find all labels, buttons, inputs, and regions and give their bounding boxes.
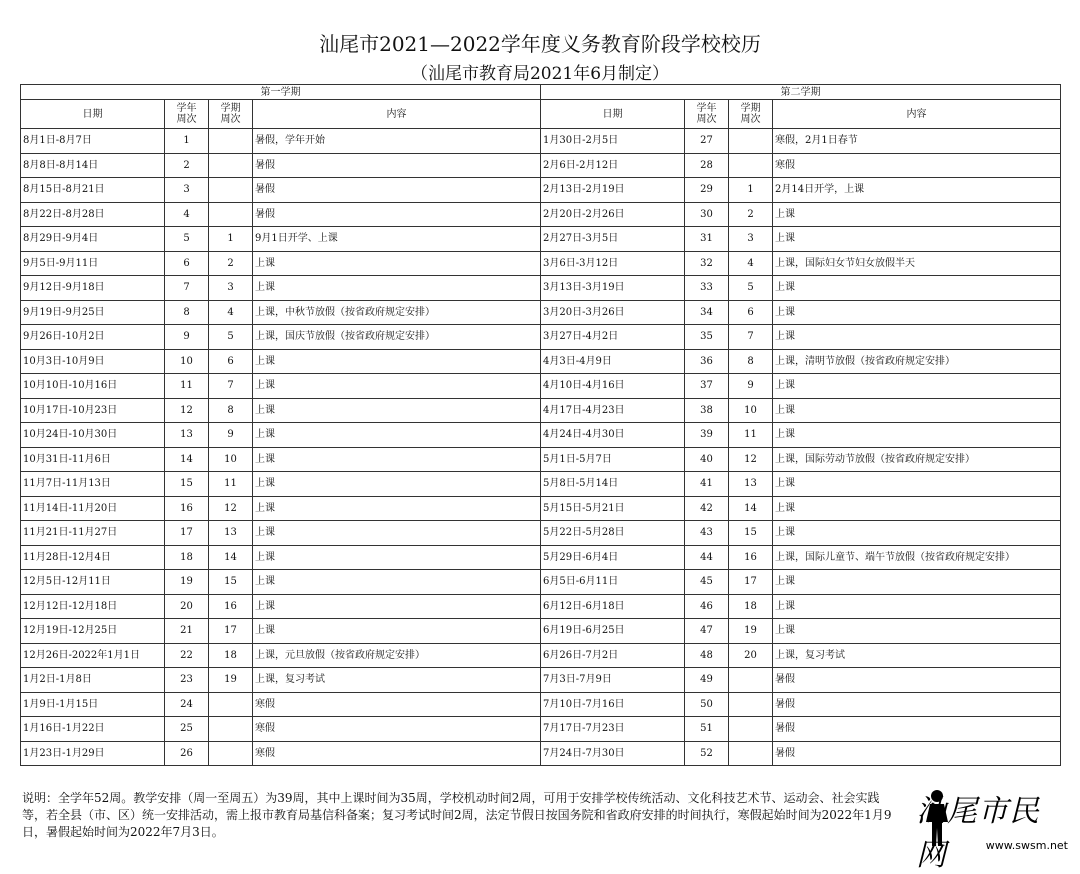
term-week-cell: 19 xyxy=(209,668,253,693)
year-week-cell: 31 xyxy=(685,227,729,252)
date-cell: 1月9日-1月15日 xyxy=(21,692,165,717)
term-week-cell: 6 xyxy=(729,300,773,325)
term-week-cell xyxy=(209,717,253,742)
content-cell: 上课，国际儿童节、端午节放假（按省政府规定安排） xyxy=(773,545,1061,570)
content-cell: 上课 xyxy=(253,423,541,448)
content-cell: 上课，清明节放假（按省政府规定安排） xyxy=(773,349,1061,374)
content-cell: 上课，中秋节放假（按省政府规定安排） xyxy=(253,300,541,325)
term-week-cell: 3 xyxy=(209,276,253,301)
year-week-cell: 25 xyxy=(165,717,209,742)
year-week-cell: 26 xyxy=(165,741,209,766)
year-week-cell: 16 xyxy=(165,496,209,521)
term-week-cell xyxy=(729,692,773,717)
content-cell: 上课，复习考试 xyxy=(773,643,1061,668)
content-cell: 上课，复习考试 xyxy=(253,668,541,693)
content-cell: 上课 xyxy=(253,472,541,497)
term-week-cell: 11 xyxy=(729,423,773,448)
year-week-cell: 9 xyxy=(165,325,209,350)
date-cell: 2月20日-2月26日 xyxy=(541,202,685,227)
content-cell: 上课 xyxy=(773,619,1061,644)
col-date-2: 日期 xyxy=(541,100,685,129)
year-week-cell: 17 xyxy=(165,521,209,546)
date-cell: 9月12日-9月18日 xyxy=(21,276,165,301)
col-term-week-2: 学期 周次 xyxy=(729,100,773,129)
year-week-cell: 27 xyxy=(685,129,729,154)
content-cell: 上课 xyxy=(253,251,541,276)
watermark-logo: 汕尾市民网 xyxy=(916,794,1040,873)
year-week-cell: 29 xyxy=(685,178,729,203)
date-cell: 9月26日-10月2日 xyxy=(21,325,165,350)
table-row xyxy=(21,447,1061,472)
content-cell: 上课 xyxy=(773,398,1061,423)
term-week-cell: 12 xyxy=(729,447,773,472)
content-cell: 上课 xyxy=(253,447,541,472)
date-cell: 2月13日-2月19日 xyxy=(541,178,685,203)
date-cell: 11月28日-12月4日 xyxy=(21,545,165,570)
term-week-cell: 14 xyxy=(209,545,253,570)
col-content-2: 内容 xyxy=(773,100,1061,129)
term-week-cell: 10 xyxy=(729,398,773,423)
date-cell: 11月7日-11月13日 xyxy=(21,472,165,497)
content-cell: 寒假 xyxy=(253,741,541,766)
date-cell: 12月12日-12月18日 xyxy=(21,594,165,619)
term-week-cell: 1 xyxy=(729,178,773,203)
term-week-cell xyxy=(209,741,253,766)
term-week-cell: 19 xyxy=(729,619,773,644)
note-line: 说明：全学年52周。教学安排（周一至周五）为39周，其中上课时间为35周，学校机动时间2周，可用于安排学校传统活动、文化科技艺术节、运动会、社会实践 xyxy=(22,791,880,805)
table-row xyxy=(21,276,1061,301)
content-cell: 上课 xyxy=(773,423,1061,448)
term-week-cell xyxy=(729,129,773,154)
content-cell: 上课，国际劳动节放假（按省政府规定安排） xyxy=(773,447,1061,472)
year-week-cell: 38 xyxy=(685,398,729,423)
year-week-cell: 19 xyxy=(165,570,209,595)
table-row xyxy=(21,594,1061,619)
content-cell: 上课 xyxy=(773,521,1061,546)
date-cell: 7月3日-7月9日 xyxy=(541,668,685,693)
page-title: 汕尾市2021—2022学年度义务教育阶段学校校历 xyxy=(319,32,761,56)
table-row xyxy=(21,619,1061,644)
content-cell: 寒假 xyxy=(253,717,541,742)
term-week-cell: 18 xyxy=(209,643,253,668)
page-subtitle: （汕尾市教育局2021年6月制定） xyxy=(410,64,670,84)
term-week-cell xyxy=(209,153,253,178)
semester-1-header: 第一学期 xyxy=(21,85,541,100)
date-cell: 6月5日-6月11日 xyxy=(541,570,685,595)
date-cell: 7月24日-7月30日 xyxy=(541,741,685,766)
content-cell: 暑假 xyxy=(773,717,1061,742)
semester-2-header: 第二学期 xyxy=(541,85,1061,100)
content-cell: 上课 xyxy=(773,202,1061,227)
date-cell: 12月19日-12月25日 xyxy=(21,619,165,644)
content-cell: 上课 xyxy=(773,227,1061,252)
watermark xyxy=(916,786,1076,873)
year-week-cell: 14 xyxy=(165,447,209,472)
content-cell: 上课 xyxy=(253,594,541,619)
date-cell: 6月12日-6月18日 xyxy=(541,594,685,619)
term-week-cell: 18 xyxy=(729,594,773,619)
year-week-cell: 49 xyxy=(685,668,729,693)
term-week-cell xyxy=(729,668,773,693)
content-cell: 上课 xyxy=(773,276,1061,301)
year-week-cell: 39 xyxy=(685,423,729,448)
year-week-cell: 30 xyxy=(685,202,729,227)
content-cell: 上课 xyxy=(253,496,541,521)
table-row xyxy=(21,153,1061,178)
term-week-cell: 10 xyxy=(209,447,253,472)
date-cell: 10月17日-10月23日 xyxy=(21,398,165,423)
year-week-cell: 22 xyxy=(165,643,209,668)
content-cell: 上课 xyxy=(773,472,1061,497)
year-week-cell: 12 xyxy=(165,398,209,423)
term-week-cell: 3 xyxy=(729,227,773,252)
date-cell: 3月20日-3月26日 xyxy=(541,300,685,325)
year-week-cell: 35 xyxy=(685,325,729,350)
calendar-body xyxy=(21,129,1061,766)
date-cell: 4月17日-4月23日 xyxy=(541,398,685,423)
year-week-cell: 46 xyxy=(685,594,729,619)
date-cell: 1月2日-1月8日 xyxy=(21,668,165,693)
content-cell: 上课 xyxy=(253,374,541,399)
term-week-cell: 4 xyxy=(209,300,253,325)
date-cell: 8月8日-8月14日 xyxy=(21,153,165,178)
year-week-cell: 6 xyxy=(165,251,209,276)
year-week-cell: 11 xyxy=(165,374,209,399)
year-week-cell: 32 xyxy=(685,251,729,276)
term-week-cell: 1 xyxy=(209,227,253,252)
date-cell: 12月26日-2022年1月1日 xyxy=(21,643,165,668)
content-cell: 上课 xyxy=(773,594,1061,619)
date-cell: 4月10日-4月16日 xyxy=(541,374,685,399)
year-week-cell: 20 xyxy=(165,594,209,619)
year-week-cell: 47 xyxy=(685,619,729,644)
content-cell: 上课 xyxy=(253,276,541,301)
year-week-cell: 33 xyxy=(685,276,729,301)
content-cell: 9月1日开学、上课 xyxy=(253,227,541,252)
date-cell: 8月22日-8月28日 xyxy=(21,202,165,227)
date-cell: 3月13日-3月19日 xyxy=(541,276,685,301)
term-week-cell: 8 xyxy=(209,398,253,423)
term-week-cell: 11 xyxy=(209,472,253,497)
table-row xyxy=(21,545,1061,570)
table-row xyxy=(21,251,1061,276)
note-line: 日，暑假起始时间为2022年7月3日。 xyxy=(22,825,224,839)
year-week-cell: 41 xyxy=(685,472,729,497)
table-row xyxy=(21,374,1061,399)
table-row xyxy=(21,325,1061,350)
date-cell: 10月10日-10月16日 xyxy=(21,374,165,399)
year-week-cell: 10 xyxy=(165,349,209,374)
table-row xyxy=(21,521,1061,546)
date-cell: 12月5日-12月11日 xyxy=(21,570,165,595)
year-week-cell: 4 xyxy=(165,202,209,227)
table-row xyxy=(21,668,1061,693)
year-week-cell: 37 xyxy=(685,374,729,399)
content-cell: 上课 xyxy=(773,325,1061,350)
col-year-week-2: 学年 周次 xyxy=(685,100,729,129)
term-week-cell xyxy=(209,178,253,203)
col-term-week-1: 学期 周次 xyxy=(209,100,253,129)
content-cell: 上课 xyxy=(253,398,541,423)
year-week-cell: 28 xyxy=(685,153,729,178)
date-cell: 5月22日-5月28日 xyxy=(541,521,685,546)
year-week-cell: 15 xyxy=(165,472,209,497)
year-week-cell: 50 xyxy=(685,692,729,717)
content-cell: 上课 xyxy=(253,570,541,595)
term-week-cell: 20 xyxy=(729,643,773,668)
content-cell: 暑假 xyxy=(253,153,541,178)
year-week-cell: 23 xyxy=(165,668,209,693)
term-week-cell: 14 xyxy=(729,496,773,521)
content-cell: 上课 xyxy=(773,496,1061,521)
content-cell: 暑假 xyxy=(773,692,1061,717)
date-cell: 2月6日-2月12日 xyxy=(541,153,685,178)
year-week-cell: 7 xyxy=(165,276,209,301)
note xyxy=(22,790,1062,841)
date-cell: 7月10日-7月16日 xyxy=(541,692,685,717)
content-cell: 寒假 xyxy=(253,692,541,717)
date-cell: 1月30日-2月5日 xyxy=(541,129,685,154)
content-cell: 暑假 xyxy=(773,741,1061,766)
table-row xyxy=(21,717,1061,742)
year-week-cell: 51 xyxy=(685,717,729,742)
date-cell: 4月3日-4月9日 xyxy=(541,349,685,374)
term-week-cell: 15 xyxy=(729,521,773,546)
date-cell: 1月23日-1月29日 xyxy=(21,741,165,766)
school-calendar-table xyxy=(20,84,1061,766)
year-week-cell: 5 xyxy=(165,227,209,252)
year-week-cell: 40 xyxy=(685,447,729,472)
term-week-cell: 8 xyxy=(729,349,773,374)
content-cell: 暑假 xyxy=(253,178,541,203)
date-cell: 11月14日-11月20日 xyxy=(21,496,165,521)
date-cell: 8月15日-8月21日 xyxy=(21,178,165,203)
date-cell: 5月1日-5月7日 xyxy=(541,447,685,472)
year-week-cell: 24 xyxy=(165,692,209,717)
term-week-cell: 9 xyxy=(209,423,253,448)
date-cell: 5月8日-5月14日 xyxy=(541,472,685,497)
term-week-cell: 7 xyxy=(209,374,253,399)
date-cell: 5月29日-6月4日 xyxy=(541,545,685,570)
content-cell: 上课 xyxy=(253,349,541,374)
table-row xyxy=(21,423,1061,448)
table-row xyxy=(21,570,1061,595)
col-content-1: 内容 xyxy=(253,100,541,129)
content-cell: 上课 xyxy=(773,374,1061,399)
term-week-cell: 16 xyxy=(209,594,253,619)
term-week-cell: 9 xyxy=(729,374,773,399)
year-week-cell: 43 xyxy=(685,521,729,546)
term-week-cell: 15 xyxy=(209,570,253,595)
content-cell: 上课 xyxy=(773,570,1061,595)
date-cell: 11月21日-11月27日 xyxy=(21,521,165,546)
year-week-cell: 34 xyxy=(685,300,729,325)
date-cell: 1月16日-1月22日 xyxy=(21,717,165,742)
content-cell: 暑假 xyxy=(253,202,541,227)
term-week-cell xyxy=(209,129,253,154)
date-cell: 10月24日-10月30日 xyxy=(21,423,165,448)
date-cell: 9月5日-9月11日 xyxy=(21,251,165,276)
term-week-cell: 5 xyxy=(729,276,773,301)
year-week-cell: 48 xyxy=(685,643,729,668)
table-row xyxy=(21,496,1061,521)
content-cell: 上课，国际妇女节妇女放假半天 xyxy=(773,251,1061,276)
content-cell: 上课 xyxy=(253,521,541,546)
term-week-cell: 2 xyxy=(209,251,253,276)
content-cell: 寒假，2月1日春节 xyxy=(773,129,1061,154)
col-year-week-1: 学年 周次 xyxy=(165,100,209,129)
content-cell: 暑假，学年开始 xyxy=(253,129,541,154)
term-week-cell xyxy=(729,153,773,178)
term-week-cell: 17 xyxy=(729,570,773,595)
content-cell: 暑假 xyxy=(773,668,1061,693)
table-row xyxy=(21,129,1061,154)
date-cell: 7月17日-7月23日 xyxy=(541,717,685,742)
content-cell: 上课，国庆节放假（按省政府规定安排） xyxy=(253,325,541,350)
year-week-cell: 36 xyxy=(685,349,729,374)
term-week-cell: 4 xyxy=(729,251,773,276)
content-cell: 寒假 xyxy=(773,153,1061,178)
year-week-cell: 42 xyxy=(685,496,729,521)
date-cell: 8月1日-8月7日 xyxy=(21,129,165,154)
watermark-url: www.swsm.net xyxy=(985,839,1068,852)
year-week-cell: 52 xyxy=(685,741,729,766)
table-row xyxy=(21,227,1061,252)
year-week-cell: 18 xyxy=(165,545,209,570)
year-week-cell: 8 xyxy=(165,300,209,325)
table-row xyxy=(21,398,1061,423)
date-cell: 3月27日-4月2日 xyxy=(541,325,685,350)
term-week-cell xyxy=(729,717,773,742)
table-row xyxy=(21,643,1061,668)
content-cell: 上课，元旦放假（按省政府规定安排） xyxy=(253,643,541,668)
term-week-cell xyxy=(209,692,253,717)
term-week-cell: 2 xyxy=(729,202,773,227)
term-week-cell: 7 xyxy=(729,325,773,350)
date-cell: 10月31日-11月6日 xyxy=(21,447,165,472)
year-week-cell: 21 xyxy=(165,619,209,644)
date-cell: 6月19日-6月25日 xyxy=(541,619,685,644)
year-week-cell: 1 xyxy=(165,129,209,154)
term-week-cell xyxy=(729,741,773,766)
term-week-cell: 13 xyxy=(209,521,253,546)
content-cell: 上课 xyxy=(773,300,1061,325)
date-cell: 4月24日-4月30日 xyxy=(541,423,685,448)
date-cell: 5月15日-5月21日 xyxy=(541,496,685,521)
year-week-cell: 2 xyxy=(165,153,209,178)
table-row xyxy=(21,692,1061,717)
content-cell: 上课 xyxy=(253,545,541,570)
term-week-cell: 5 xyxy=(209,325,253,350)
date-cell: 3月6日-3月12日 xyxy=(541,251,685,276)
term-week-cell: 13 xyxy=(729,472,773,497)
year-week-cell: 13 xyxy=(165,423,209,448)
table-row xyxy=(21,472,1061,497)
table-row xyxy=(21,741,1061,766)
date-cell: 6月26日-7月2日 xyxy=(541,643,685,668)
date-cell: 10月3日-10月9日 xyxy=(21,349,165,374)
note-line: 等，若全县（市、区）统一安排活动，需上报市教育局基信科备案；复习考试时间2周，法定节假日按国务院和省政府安排的时间执行，寒假起始时间为2022年1月9 xyxy=(22,808,892,822)
table-row xyxy=(21,300,1061,325)
date-cell: 8月29日-9月4日 xyxy=(21,227,165,252)
term-week-cell: 17 xyxy=(209,619,253,644)
content-cell: 上课 xyxy=(253,619,541,644)
content-cell: 2月14日开学，上课 xyxy=(773,178,1061,203)
table-row xyxy=(21,349,1061,374)
col-date-1: 日期 xyxy=(21,100,165,129)
date-cell: 9月19日-9月25日 xyxy=(21,300,165,325)
table-row xyxy=(21,202,1061,227)
date-cell: 2月27日-3月5日 xyxy=(541,227,685,252)
term-week-cell xyxy=(209,202,253,227)
year-week-cell: 44 xyxy=(685,545,729,570)
year-week-cell: 3 xyxy=(165,178,209,203)
term-week-cell: 12 xyxy=(209,496,253,521)
term-week-cell: 6 xyxy=(209,349,253,374)
year-week-cell: 45 xyxy=(685,570,729,595)
table-row xyxy=(21,178,1061,203)
term-week-cell: 16 xyxy=(729,545,773,570)
